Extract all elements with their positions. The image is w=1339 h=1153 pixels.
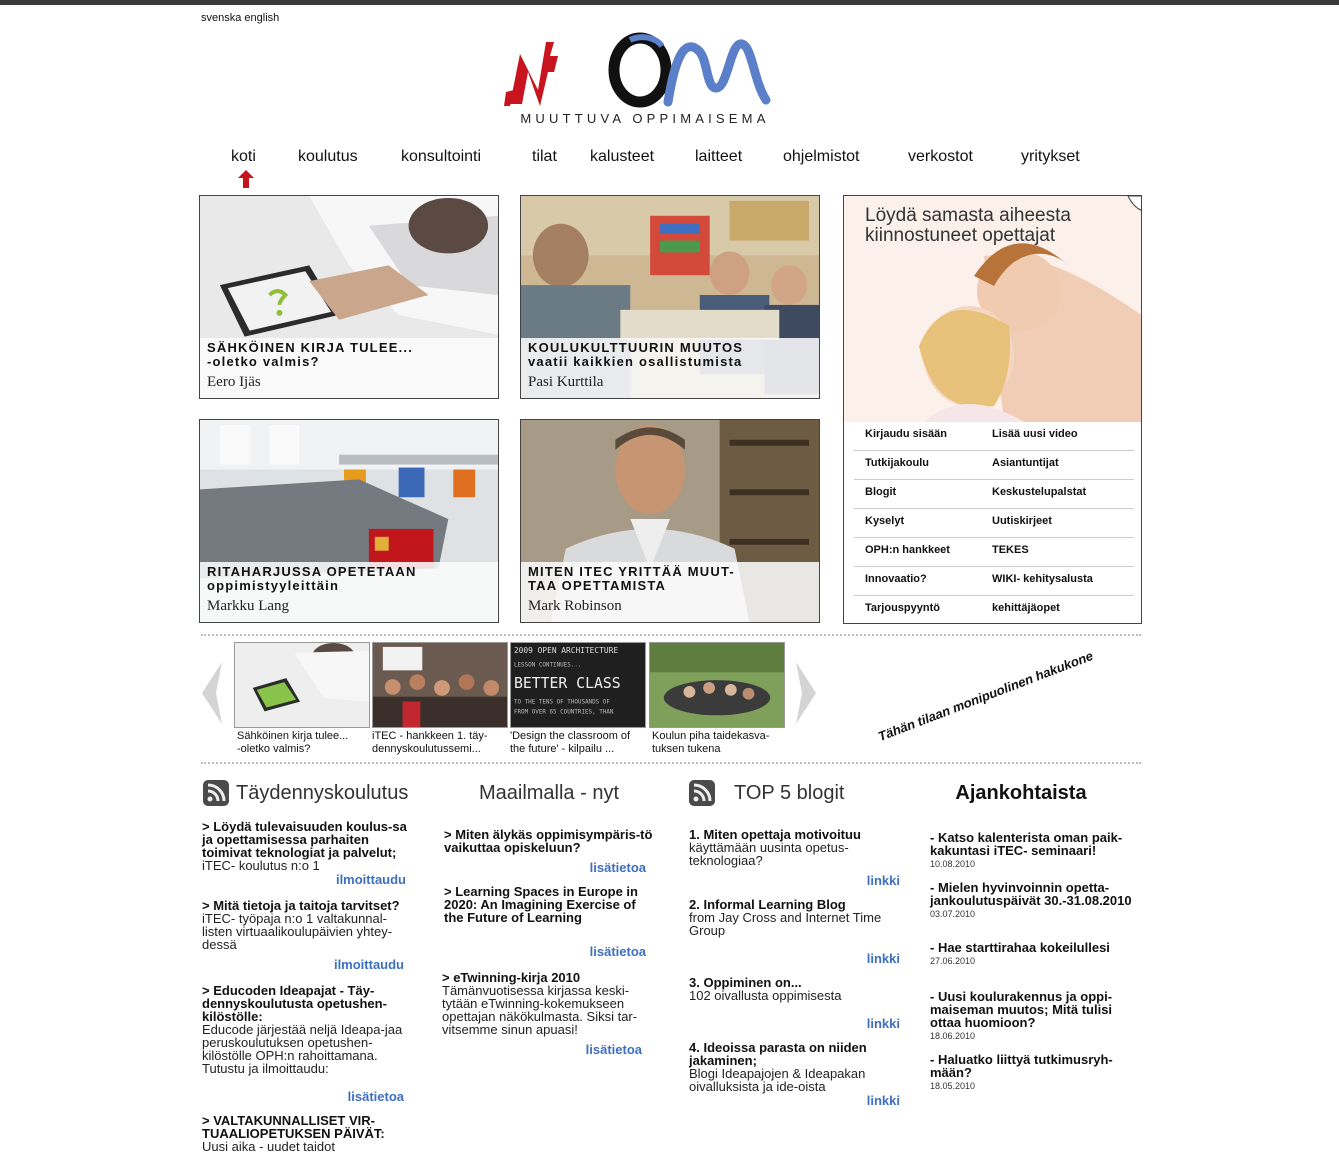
link-newsletters[interactable]: Uutiskirjeet: [992, 515, 1052, 527]
search-engine-placeholder-text: Tähän tilaan monipuolinen hakukone: [876, 647, 1096, 745]
list-item: 2. Informal Learning Blog from Jay Cross and Internet Time Group linkki: [689, 897, 900, 966]
link-login[interactable]: Kirjaudu sisään: [865, 428, 947, 440]
nav-konsultointi[interactable]: konsultointi: [401, 148, 482, 165]
feature-tile-ebook[interactable]: [199, 195, 499, 399]
blog-link[interactable]: linkki: [866, 951, 900, 966]
column-abroad: [442, 778, 656, 1057]
link-add-video[interactable]: Lisää uusi video: [992, 428, 1078, 440]
more-info-link[interactable]: lisätietoa: [585, 1042, 642, 1057]
tile-caption: KOULUKULTTUURIN MUUTOS vaatii kaikkien osallistumista Pasi Kurttila: [521, 338, 819, 398]
teacher-panel-title: Löydä samasta aiheesta kiinnostuneet opettajat: [865, 205, 1071, 246]
blog-link[interactable]: linkki: [866, 873, 900, 888]
thumb-chalkboard-image: [511, 643, 645, 727]
column-blogs: [688, 778, 900, 1108]
link-row: [854, 422, 1134, 451]
link-research-school[interactable]: Tutkijakoulu: [865, 457, 929, 469]
list-item: - Hae starttirahaa kokeilullesi 27.06.2010: [930, 940, 1110, 966]
nav-verkostot[interactable]: verkostot: [908, 148, 973, 165]
svg-text:FROM OVER 65 COUNTRIES, THAN: FROM OVER 65 COUNTRIES, THAN: [513, 709, 614, 716]
register-link[interactable]: ilmoittaudu: [333, 957, 404, 972]
column-heading: [930, 778, 1142, 808]
list-item: 1. Miten opettaja motivoituu käyttämään uusinta opetus-teknologiaa? linkki: [689, 827, 900, 888]
column-heading: [688, 778, 900, 808]
divider: [201, 634, 1141, 636]
link-tekes[interactable]: TEKES: [992, 544, 1029, 556]
column-heading: [202, 778, 412, 808]
rss-icon[interactable]: [202, 779, 230, 807]
carousel-thumb-schoolyard[interactable]: [649, 642, 785, 728]
link-row: [854, 538, 1134, 567]
nav-ohjelmistot[interactable]: ohjelmistot: [783, 148, 860, 165]
carousel-thumb-design[interactable]: [510, 642, 646, 728]
divider: [201, 762, 1141, 764]
thumb-schoolyard-image: [650, 643, 784, 727]
link-row: [854, 596, 1134, 624]
logo-tagline: MUUTTUVA OPPIMAISEMA: [520, 111, 770, 126]
tile-caption: SÄHKÖINEN KIRJA TULEE... -oletko valmis? Eero Ijäs: [200, 338, 498, 398]
nav-yritykset[interactable]: yritykset: [1021, 148, 1080, 165]
nav-tilat[interactable]: tilat: [532, 148, 557, 165]
svg-text:LESSON CONTINUES...: LESSON CONTINUES...: [513, 662, 582, 669]
feature-tile-ritaharju[interactable]: [199, 419, 499, 623]
carousel-caption-design[interactable]: 'Design the classroom of the future' - kilpailu ...: [510, 730, 631, 755]
link-blogs[interactable]: Blogit: [865, 486, 897, 498]
list-item: - Uusi koulurakennus ja oppi-maiseman muutos; Mitä tulisi ottaa huomioon? 18.06.2010: [930, 989, 1113, 1041]
more-info-link[interactable]: lisätietoa: [589, 944, 646, 959]
language-switcher: [201, 12, 279, 24]
carousel-caption-schoolyard[interactable]: Koulun piha taidekasva- tuksen tukena: [652, 730, 770, 755]
current-page-arrow-icon: [238, 170, 254, 188]
list-item: > Educoden Ideapajat - Täy-dennyskoulutusta opetushen-kilöstölle: Educode järjestää neljä Ideapa-jaa peruskoulutuksen opetushen-kilöstölle OPH:n rahoittamana. Tutustu ja ilmoittaudu: lisätietoa: [202, 984, 412, 1104]
link-innovation[interactable]: Innovaatio?: [865, 573, 927, 585]
link-developer-teachers[interactable]: kehittäjäopet: [992, 602, 1060, 614]
blog-link[interactable]: linkki: [866, 1093, 900, 1108]
top-bar: [0, 0, 1339, 5]
teacher-links: [854, 422, 1134, 624]
link-experts[interactable]: Asiantuntijat: [992, 457, 1059, 469]
heading-text: Ajankohtaista: [955, 781, 1087, 804]
column-training: [202, 778, 412, 1153]
list-item: > Mitä tietoja ja taitoja tarvitset? iTEC- työpaja n:o 1 valtakunnal-listen virtuaalikoulupäivien yhtey-dessä ilmoittaudu: [202, 899, 412, 972]
heading-text: TOP 5 blogit: [734, 781, 845, 804]
feature-tile-itec[interactable]: [520, 419, 820, 623]
list-item: - Katso kalenterista oman paik-kakuntasi iTEC- seminaari! 10.08.2010: [930, 830, 1123, 869]
nav-koti[interactable]: koti: [231, 148, 256, 165]
column-news: [930, 778, 1142, 1091]
register-link[interactable]: ilmoittaudu: [335, 872, 406, 887]
list-item: - Haluatko liittyä tutkimusryh-mään? 18.05.2010: [930, 1052, 1113, 1091]
link-request-quote[interactable]: Tarjouspyyntö: [865, 602, 940, 614]
svg-text:2009 OPEN ARCHITECTURE: 2009 OPEN ARCHITECTURE: [513, 645, 619, 655]
link-surveys[interactable]: Kyselyt: [865, 515, 905, 527]
tile-caption: RITAHARJUSSA OPETETAAN oppimistyyleittäin Markku Lang: [200, 562, 498, 622]
thumb-ebook-image: [235, 643, 369, 727]
tile-author: Eero Ijäs: [207, 374, 261, 390]
list-item: > Löydä tulevaisuuden koulus-sa ja opettamisessa parhaiten toimivat teknologiat ja palvelut; iTEC- koulutus n:o 1 ilmoittaudu: [202, 820, 412, 887]
nav-kalusteet[interactable]: kalusteet: [590, 148, 655, 165]
svg-text:TO THE TENS OF THOUSANDS OF: TO THE TENS OF THOUSANDS OF: [513, 699, 610, 706]
rss-icon[interactable]: [688, 779, 716, 807]
list-item: 3. Oppiminen on... 102 oivallusta oppimisesta linkki: [689, 975, 900, 1031]
svg-text:BETTER CLASS: BETTER CLASS: [513, 674, 621, 692]
link-row: [854, 480, 1134, 509]
more-info-link[interactable]: lisätietoa: [347, 1089, 404, 1104]
tile-caption: MITEN ITEC YRITTÄÄ MUUT- TAA OPETTAMISTA Mark Robinson: [521, 562, 819, 622]
more-info-link[interactable]: lisätietoa: [589, 860, 646, 875]
blog-link[interactable]: linkki: [866, 1016, 900, 1031]
lang-swedish[interactable]: svenska: [201, 12, 242, 24]
tile-author: Markku Lang: [207, 598, 290, 614]
thumb-seminar-image: [373, 643, 507, 727]
link-oph-projects[interactable]: OPH:n hankkeet: [865, 544, 950, 556]
heading-text: Maailmalla - nyt: [478, 781, 620, 804]
link-row: [854, 567, 1134, 596]
link-row: [854, 509, 1134, 538]
teacher-network-panel: [843, 195, 1142, 624]
feature-tile-culture[interactable]: [520, 195, 820, 399]
heading-text: Täydennyskoulutus: [236, 781, 409, 804]
list-item: > VALTAKUNNALLISET VIR-TUAALIOPETUKSEN PÄIVÄT: Uusi aika - uudet taidot: [202, 1113, 385, 1153]
lang-english[interactable]: english: [244, 12, 280, 24]
carousel-caption-itec[interactable]: iTEC - hankkeen 1. täy- dennyskoulutussemi...: [372, 730, 488, 755]
carousel-prev-arrow-icon[interactable]: [198, 660, 224, 726]
carousel-thumb-itec[interactable]: [372, 642, 508, 728]
link-row: [854, 451, 1134, 480]
nav-laitteet[interactable]: laitteet: [695, 148, 743, 165]
list-item: > Miten älykäs oppimisympäris-tö vaikuttaa opiskeluun? lisätietoa: [442, 828, 656, 875]
column-heading: [442, 778, 656, 808]
tile-author: Mark Robinson: [528, 598, 622, 614]
carousel-next-arrow-icon[interactable]: [794, 660, 820, 726]
tile-author: Pasi Kurttila: [528, 374, 604, 390]
nav-koulutus[interactable]: koulutus: [298, 148, 358, 165]
carousel-caption-ebook[interactable]: Sähköinen kirja tulee... -oletko valmis?: [237, 730, 349, 755]
list-item: 4. Ideoissa parasta on niiden jakaminen; Blogi Ideapajojen & Ideapakan oivalluksista ja ide-oista linkki: [689, 1040, 900, 1108]
list-item: - Mielen hyvinvoinnin opetta-jankoulutuspäivät 30.-31.08.2010 03.07.2010: [930, 880, 1132, 919]
link-wiki[interactable]: WIKI- kehitysalusta: [992, 573, 1093, 585]
list-item: > Learning Spaces in Europe in 2020: An Imagining Exercise of the Future of Learning lisätietoa: [442, 885, 656, 959]
link-forums[interactable]: Keskustelupalstat: [992, 486, 1087, 498]
list-item: > eTwinning-kirja 2010 Tämänvuotisessa kirjassa keski-tytään eTwinning-kokemukseen opettajan näkökulmasta. Siksi tar-vitsemme sinun apuasi! lisätietoa: [442, 971, 656, 1057]
carousel-thumb-ebook[interactable]: [234, 642, 370, 728]
